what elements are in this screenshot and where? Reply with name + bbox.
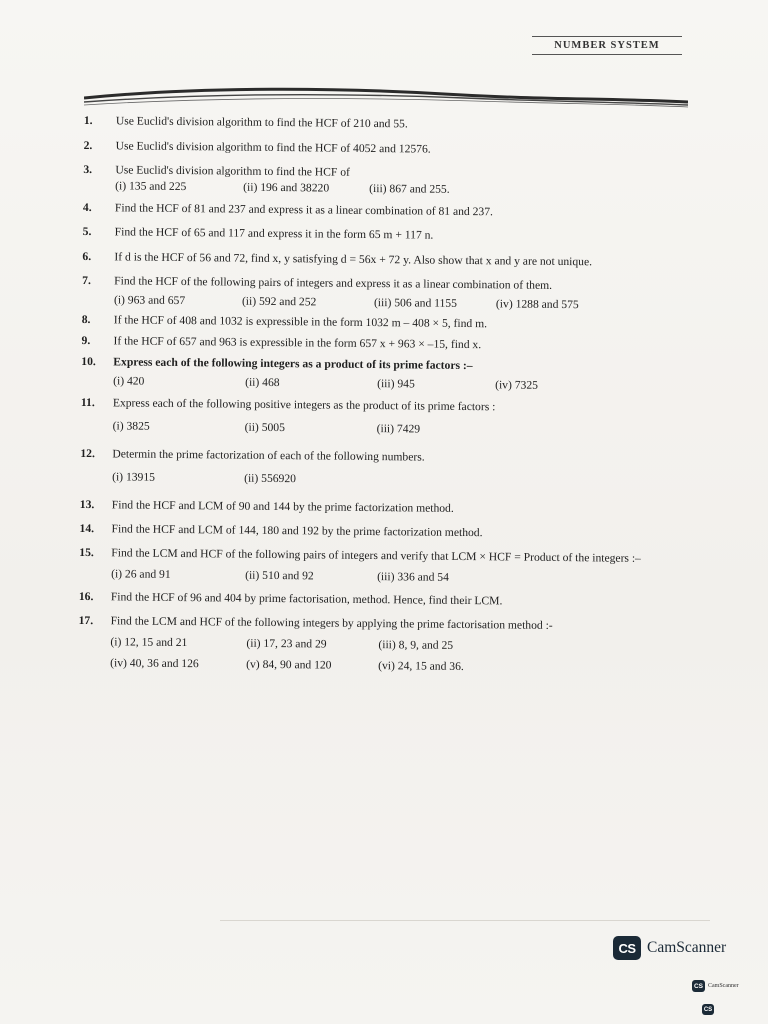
options-row bbox=[112, 470, 720, 490]
camscanner-watermark-small bbox=[692, 980, 739, 992]
question-number: 10. bbox=[81, 354, 96, 369]
question-text: If the HCF of 657 and 963 is expressible in the form 657 x + 963 × –15, find x. bbox=[113, 334, 482, 352]
camscanner-logo-icon: CS bbox=[692, 980, 705, 992]
question-11 bbox=[81, 396, 721, 440]
question-text: Find the HCF of the following pairs of integers and express it as a linear combination of them. bbox=[114, 274, 553, 292]
option: (ii) 592 and 252 bbox=[241, 294, 317, 309]
question-text: If d is the HCF of 56 and 72, find x, y satisfying d = 56x + 72 y. Also show that x and y are not unique. bbox=[114, 250, 593, 269]
question-10 bbox=[81, 355, 721, 395]
camscanner-logo-icon: CS bbox=[613, 936, 641, 960]
question-2 bbox=[84, 139, 724, 160]
option: (iii) 8, 9, and 25 bbox=[378, 638, 454, 652]
options-row bbox=[110, 635, 718, 655]
question-text: If the HCF of 408 and 1032 is expressible in the form 1032 m – 408 × 5, find m. bbox=[113, 313, 488, 331]
question-text: Find the HCF and LCM of 144, 180 and 192 by the prime factorization method. bbox=[111, 522, 483, 540]
option: (ii) 5005 bbox=[244, 420, 285, 435]
question-number: 9. bbox=[81, 333, 91, 348]
options-row bbox=[113, 374, 721, 394]
question-number: 3. bbox=[83, 162, 93, 177]
question-17 bbox=[78, 614, 719, 677]
question-3 bbox=[83, 163, 723, 200]
question-number: 13. bbox=[79, 497, 95, 512]
option: (i) 420 bbox=[113, 374, 145, 388]
question-12 bbox=[80, 447, 720, 491]
question-number: 1. bbox=[83, 113, 93, 128]
option: (iii) 867 and 255. bbox=[369, 181, 450, 196]
question-number: 5. bbox=[82, 224, 92, 239]
question-text: Express each of the following positive integers as the product of its prime factors : bbox=[112, 396, 496, 414]
question-number: 12. bbox=[80, 446, 95, 461]
option: (i) 963 and 657 bbox=[113, 293, 186, 308]
option: (iii) 336 and 54 bbox=[377, 570, 449, 584]
option: (iv) 7325 bbox=[495, 378, 539, 392]
camscanner-watermark-tiny bbox=[702, 1004, 714, 1015]
question-number: 8. bbox=[81, 312, 91, 327]
option: (ii) 468 bbox=[245, 375, 280, 390]
camscanner-watermark bbox=[613, 936, 726, 960]
question-8 bbox=[82, 313, 722, 334]
option: (ii) 17, 23 and 29 bbox=[246, 636, 327, 651]
question-5 bbox=[83, 225, 723, 246]
question-text: Find the HCF and LCM of 90 and 144 by the prime factorization method. bbox=[111, 498, 454, 515]
question-number: 2. bbox=[83, 138, 93, 153]
option: (iii) 7429 bbox=[376, 422, 421, 436]
option: (ii) 196 and 38220 bbox=[243, 180, 330, 195]
question-text: Use Euclid's division algorithm to find the HCF of 4052 and 12576. bbox=[115, 139, 431, 156]
option: (iv) 40, 36 and 126 bbox=[110, 656, 199, 671]
question-number: 7. bbox=[82, 273, 91, 288]
option: (v) 84, 90 and 120 bbox=[246, 657, 332, 672]
options-row bbox=[114, 293, 722, 313]
chapter-header: NUMBER SYSTEM bbox=[532, 36, 682, 55]
question-text: Find the LCM and HCF of the following integers by applying the prime factorisation method :- bbox=[110, 614, 553, 632]
question-text: Find the HCF of 81 and 237 and express it as a linear combination of 81 and 237. bbox=[114, 201, 494, 219]
question-text: Find the LCM and HCF of the following pairs of integers and verify that LCM × HCF = Product of the integers :– bbox=[111, 546, 641, 565]
question-number: 6. bbox=[82, 249, 92, 264]
question-number: 15. bbox=[79, 545, 94, 560]
question-4 bbox=[83, 201, 723, 222]
question-text: Find the HCF of 65 and 117 and express it in the form 65 m + 117 n. bbox=[114, 225, 434, 242]
question-number: 4. bbox=[82, 200, 92, 215]
options-row bbox=[111, 567, 719, 587]
question-7 bbox=[82, 274, 722, 314]
option: (ii) 556920 bbox=[244, 471, 297, 486]
question-text: Express each of the following integers as a product of its prime factors :– bbox=[113, 355, 473, 373]
camscanner-logo-icon: CS bbox=[702, 1004, 714, 1015]
question-text: Use Euclid's division algorithm to find the HCF of bbox=[115, 163, 351, 179]
question-9 bbox=[81, 334, 721, 355]
options-row bbox=[113, 419, 721, 439]
question-number: 11. bbox=[80, 395, 95, 410]
question-number: 14. bbox=[79, 521, 95, 536]
options-row bbox=[110, 656, 718, 676]
question-13 bbox=[80, 498, 720, 519]
option: (ii) 510 and 92 bbox=[245, 568, 314, 583]
option: (i) 12, 15 and 21 bbox=[110, 635, 188, 650]
question-6 bbox=[82, 250, 722, 271]
question-1 bbox=[84, 114, 724, 135]
camscanner-brand: CamScanner bbox=[708, 983, 739, 989]
question-15 bbox=[79, 546, 719, 588]
question-number: 17. bbox=[78, 613, 94, 628]
option: (iv) 1288 and 575 bbox=[495, 297, 579, 312]
camscanner-brand: CamScanner bbox=[647, 939, 727, 956]
question-text: Find the HCF of 96 and 404 by prime factorisation, method. Hence, find their LCM. bbox=[110, 590, 503, 608]
question-16 bbox=[79, 590, 719, 611]
question-number: 16. bbox=[78, 589, 94, 604]
question-text: Use Euclid's division algorithm to find the HCF of 210 and 55. bbox=[115, 114, 408, 131]
option: (i) 13915 bbox=[112, 470, 156, 484]
option: (iii) 506 and 1155 bbox=[373, 296, 458, 310]
option: (vi) 24, 15 and 36. bbox=[378, 659, 464, 674]
option: (i) 3825 bbox=[112, 419, 150, 433]
question-14 bbox=[80, 522, 720, 543]
option: (i) 26 and 91 bbox=[111, 567, 171, 581]
question-text: Determin the prime factorization of each of the following numbers. bbox=[112, 447, 425, 464]
page-crease bbox=[220, 920, 710, 921]
option: (i) 135 and 225 bbox=[115, 179, 187, 194]
question-list bbox=[78, 108, 724, 677]
option: (iii) 945 bbox=[377, 377, 415, 391]
